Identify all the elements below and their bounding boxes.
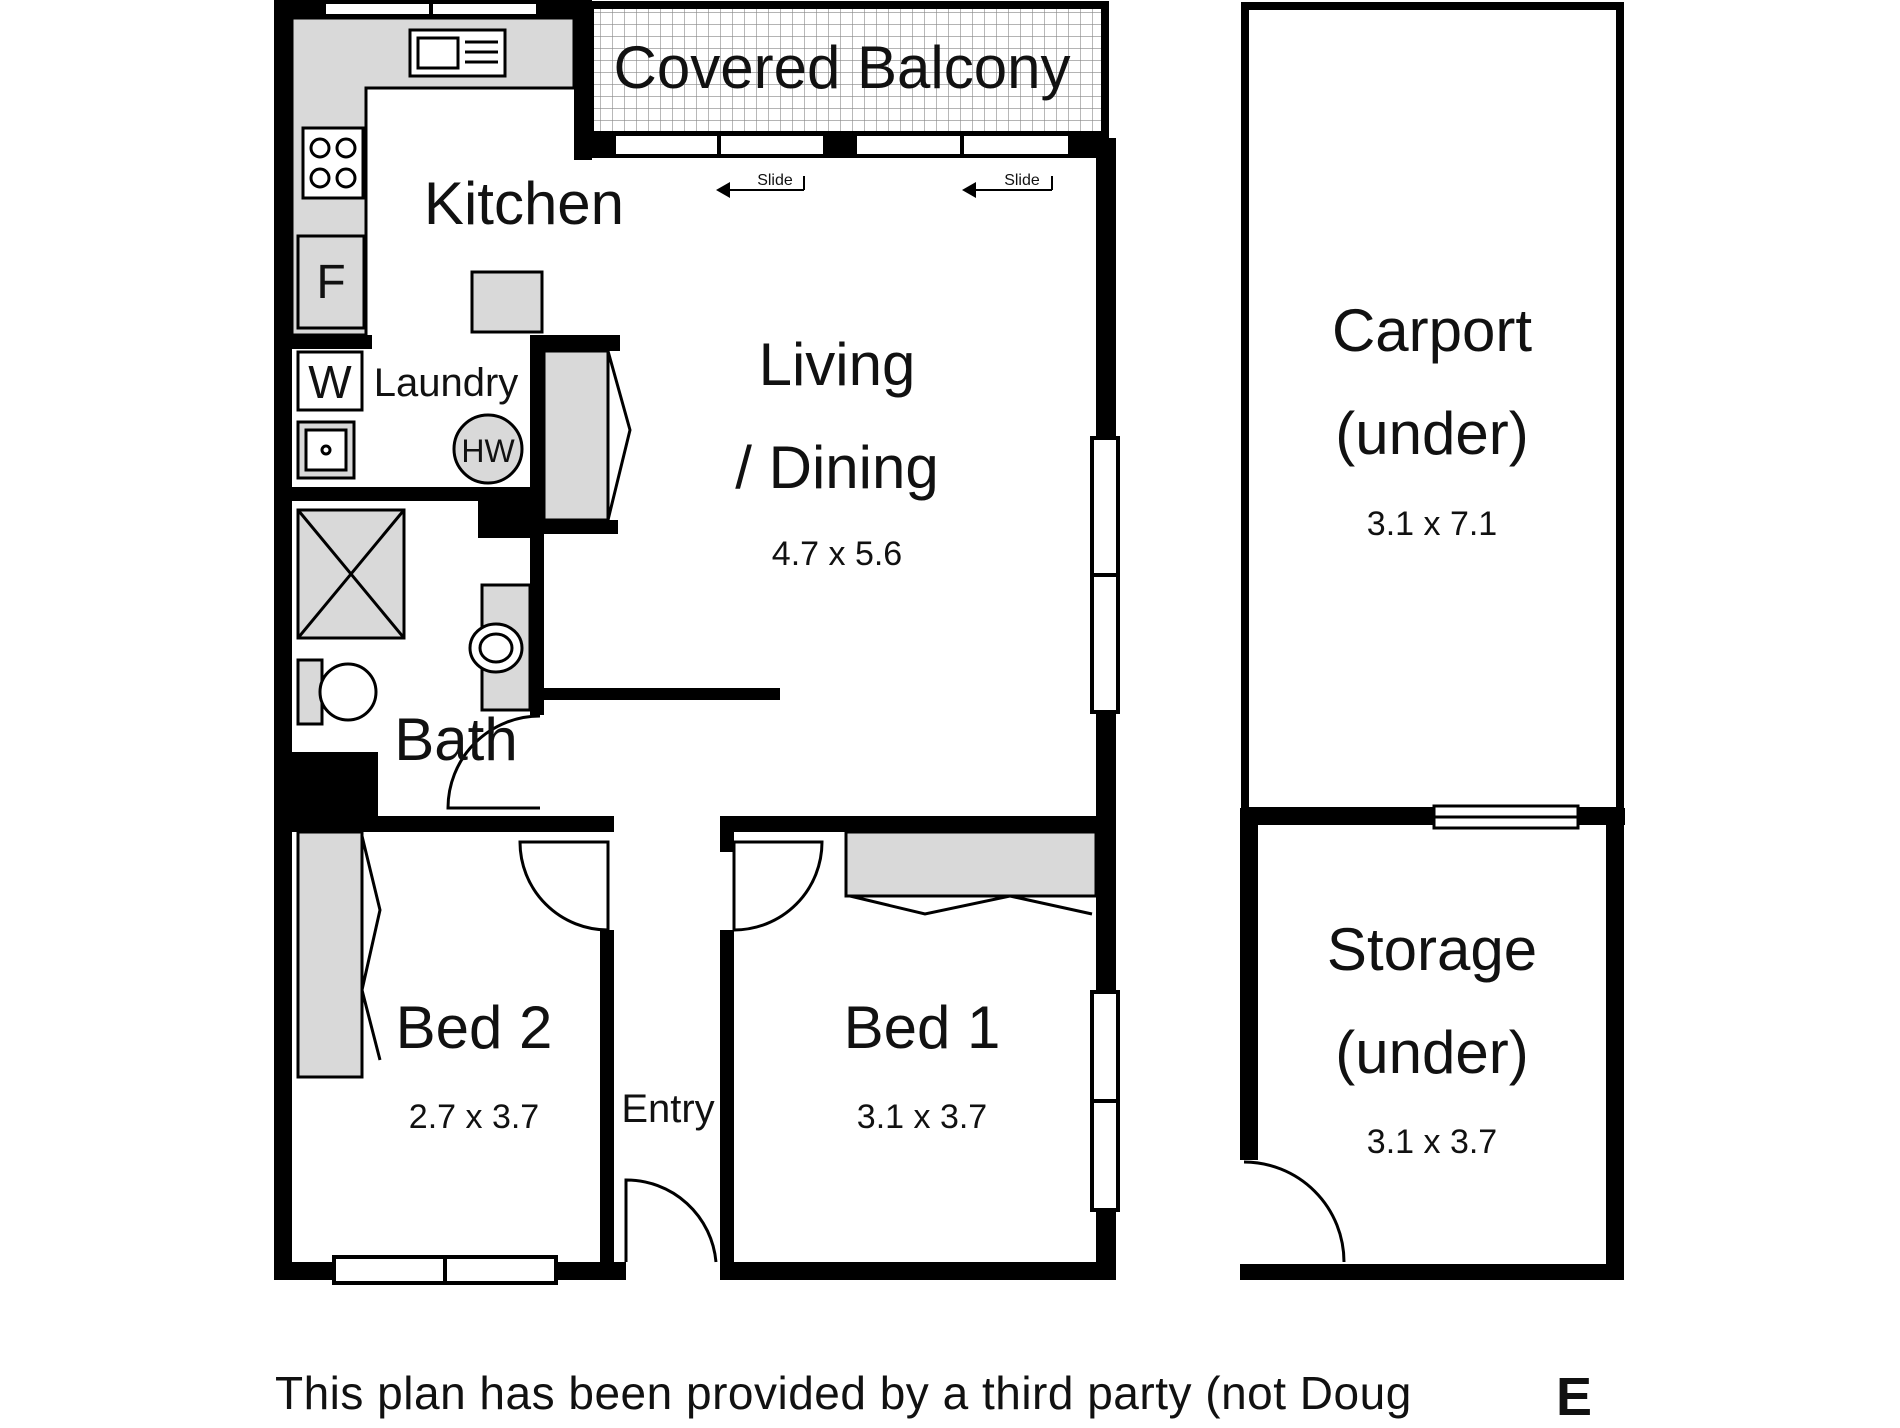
carport-label-line1: Carport xyxy=(1331,297,1533,364)
bed2-door-swing xyxy=(520,842,608,930)
carport-storage-walls xyxy=(1236,6,1625,1280)
toilet-icon xyxy=(298,660,376,724)
wardrobe-bed2 xyxy=(298,832,380,1077)
bed1-dimensions: 3.1 x 3.7 xyxy=(856,1098,988,1136)
entry-label: Entry xyxy=(621,1087,715,1131)
living-label-line1: Living xyxy=(758,331,916,398)
laundry-tub-icon xyxy=(298,422,354,478)
storage-dimensions: 3.1 x 3.7 xyxy=(1366,1123,1498,1161)
covered-balcony-label: Covered Balcony xyxy=(613,34,1071,101)
living-dimensions: 4.7 x 5.6 xyxy=(771,535,903,573)
fridge-icon xyxy=(298,236,364,328)
bath-label: Bath xyxy=(394,706,518,773)
storage-label-line1: Storage xyxy=(1326,916,1538,983)
hot-water-label: HW xyxy=(461,433,515,469)
compass-indicator: E xyxy=(1556,1367,1593,1427)
bed2-dimensions: 2.7 x 3.7 xyxy=(408,1098,540,1136)
washer-label: W xyxy=(308,356,352,408)
bed1-door-swing xyxy=(734,842,822,930)
bed1-label: Bed 1 xyxy=(843,994,1001,1061)
bed2-label: Bed 2 xyxy=(395,994,553,1061)
hot-water-icon xyxy=(454,415,522,483)
shower-icon xyxy=(298,510,404,638)
cooktop-icon xyxy=(303,128,363,198)
wardrobe-bed1 xyxy=(846,832,1096,914)
storage-label-line2: (under) xyxy=(1335,1019,1529,1086)
fridge-label: F xyxy=(316,256,346,309)
carport-label-line2: (under) xyxy=(1335,400,1529,467)
laundry-label: Laundry xyxy=(373,361,519,405)
washer-icon xyxy=(298,352,362,410)
living-label-line2: / Dining xyxy=(735,434,939,501)
slide-label-right: Slide xyxy=(1004,172,1040,189)
vanity-basin-icon xyxy=(470,585,530,710)
kitchen-label: Kitchen xyxy=(423,170,625,237)
sink-icon xyxy=(410,30,505,76)
wardrobe-living xyxy=(544,351,630,520)
slide-label-left: Slide xyxy=(757,172,793,189)
carport-dimensions: 3.1 x 7.1 xyxy=(1366,505,1498,543)
slide-arrow-right xyxy=(962,172,1052,198)
slide-arrow-left xyxy=(716,172,804,198)
disclaimer-text: This plan has been provided by a third party (not Doug xyxy=(275,1367,1412,1419)
entry-door-swing xyxy=(626,1180,716,1262)
